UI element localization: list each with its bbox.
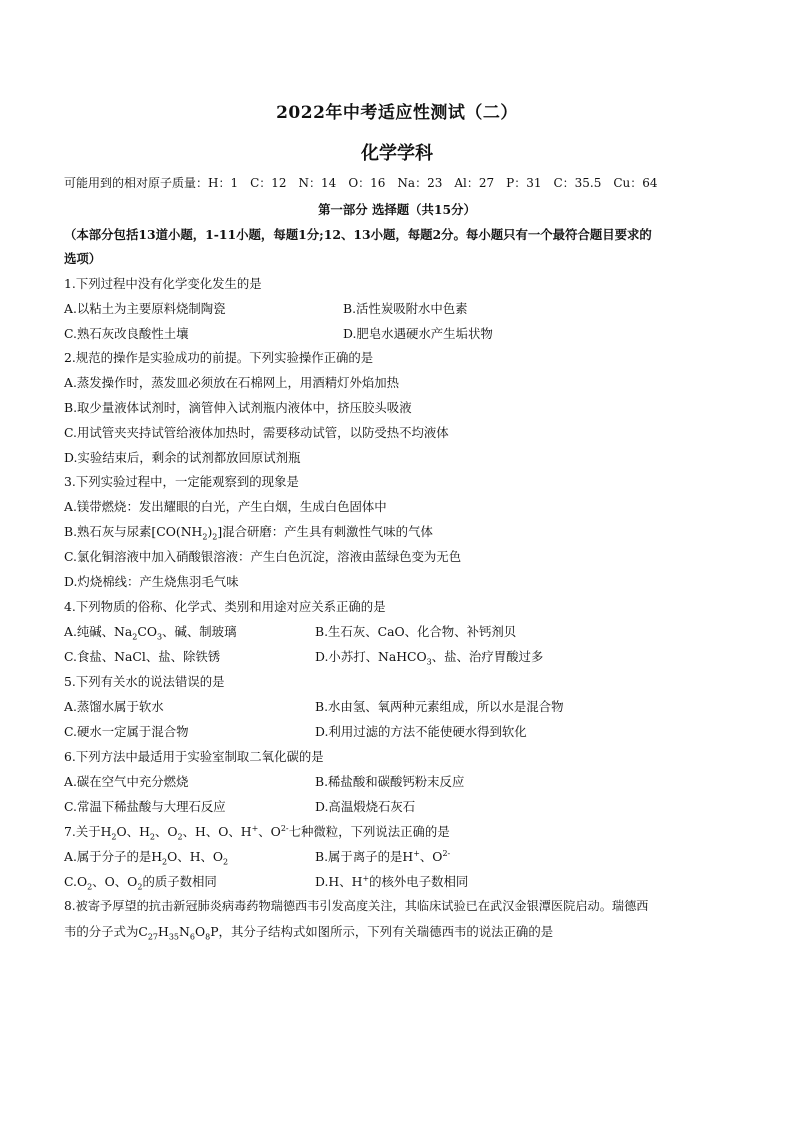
q4-option-a: A.纯碱、$Na_2CO_3$、碱、制玻璃 [64, 624, 237, 642]
q3-option-b: B.熟石灰与尿素$[CO(NH_2)_2]$混合研磨：产生具有刺激性气味的气体 [64, 524, 433, 542]
exam-subject: 化学学科 [361, 143, 433, 164]
q2-option-b: B.取少量液体试剂时，滴管伸入试剂瓶内液体中，挤压胶头吸液 [64, 400, 412, 415]
question-8-stem-cont: 韦的分子式为$C_{27}H_{35}N_6O_8P$，其分子结构式如图所示，下列有关瑞德西韦的说法正确的是 [64, 924, 554, 942]
q7-option-c: $C.O_2$、O、$O_2$的质子数相同 [64, 874, 217, 892]
question-6-stem: 6.下列方法中最适用于实验室制取二氧化碳的是 [64, 749, 324, 764]
section-note-cont: 选项） [64, 251, 102, 266]
q5-option-c: C.硬水一定属于混合物 [64, 724, 189, 739]
q6-option-d: D.高温煅烧石灰石 [315, 799, 416, 814]
section-note: （本部分包括13道小题，1-11小题，每题1分;12、13小题，每题2分。每小题只有一个最符合题目要求的 [64, 227, 652, 242]
q3-option-a: A.镁带燃烧：发出耀眼的白光，产生白烟，生成白色固体中 [64, 499, 387, 514]
q4-option-d: D.小苏打、NaHCO$_3$、盐、治疗胃酸过多 [315, 649, 544, 667]
q6-option-b: B.稀盐酸和碳酸钙粉末反应 [315, 774, 465, 789]
q5-option-a: A.蒸馏水属于软水 [64, 699, 164, 714]
q7-option-b: B.属于离子的是H+、$O^{2-}$ [315, 848, 451, 864]
question-7-stem: 7.关于$H_2O$、$H_2$、$O_2$、H、O、H+、$O^{2-}$七种微粒，下列说法正确的是 [64, 823, 450, 842]
question-2-stem: 2.规范的操作是实验成功的前提。下列实验操作正确的是 [64, 350, 374, 365]
question-3-stem: 3.下列实验过程中，一定能观察到的现象是 [64, 474, 299, 489]
q6-option-c: C.常温下稀盐酸与大理石反应 [64, 799, 226, 814]
q2-option-d: D.实验结束后，剩余的试剂都放回原试剂瓶 [64, 450, 301, 465]
q2-option-c: C.用试管夹夹持试管给液体加热时，需要移动试管，以防受热不均液体 [64, 425, 449, 440]
q4-option-c: C.食盐、NaCl、盐、除铁锈 [64, 649, 221, 664]
question-5-stem: 5.下列有关水的说法错误的是 [64, 674, 225, 689]
section-title: 第一部分 选择题（共15分） [318, 202, 476, 217]
exam-title: 2022年中考适应性测试（二） [276, 103, 518, 123]
q5-option-b: B.水由氢、氧两种元素组成，所以水是混合物 [315, 699, 564, 714]
q1-option-b: B.活性炭吸附水中色素 [343, 301, 468, 316]
atomic-masses: 可能用到的相对原子质量：H：1 C：12 N：14 O：16 Na：23 Al：27 P：31 C：35.5 Cu：64 [64, 176, 658, 190]
q2-option-a: A.蒸发操作时，蒸发皿必须放在石棉网上，用酒精灯外焰加热 [64, 375, 400, 390]
q1-option-c: C.熟石灰改良酸性土壤 [64, 326, 189, 341]
q7-option-a: A.属于分子的是$H_2O$、H、$O_2$ [64, 849, 229, 867]
q7-option-d: D.H、H+的核外电子数相同 [315, 873, 469, 889]
q4-option-b: B.生石灰、CaO、化合物、补钙剂贝 [315, 624, 517, 639]
q1-option-d: D.肥皂水遇硬水产生垢状物 [343, 326, 493, 341]
question-1-stem: 1.下列过程中没有化学变化发生的是 [64, 276, 262, 291]
q6-option-a: A.碳在空气中充分燃烧 [64, 774, 189, 789]
q3-option-d: D.灼烧棉线：产生烧焦羽毛气味 [64, 574, 239, 589]
q1-option-a: A.以粘土为主要原料烧制陶瓷 [64, 301, 226, 316]
q5-option-d: D.利用过滤的方法不能使硬水得到软化 [315, 724, 527, 739]
question-8-stem: 8.被寄予厚望的抗击新冠肺炎病毒药物瑞德西韦引发高度关注，其临床试验已在武汉金银潭医院启动。瑞德西 [64, 899, 649, 913]
question-4-stem: 4.下列物质的俗称、化学式、类别和用途对应关系正确的是 [64, 599, 386, 614]
q3-option-c: C.氯化铜溶液中加入硝酸银溶液：产生白色沉淀，溶液由蓝绿色变为无色 [64, 549, 462, 564]
